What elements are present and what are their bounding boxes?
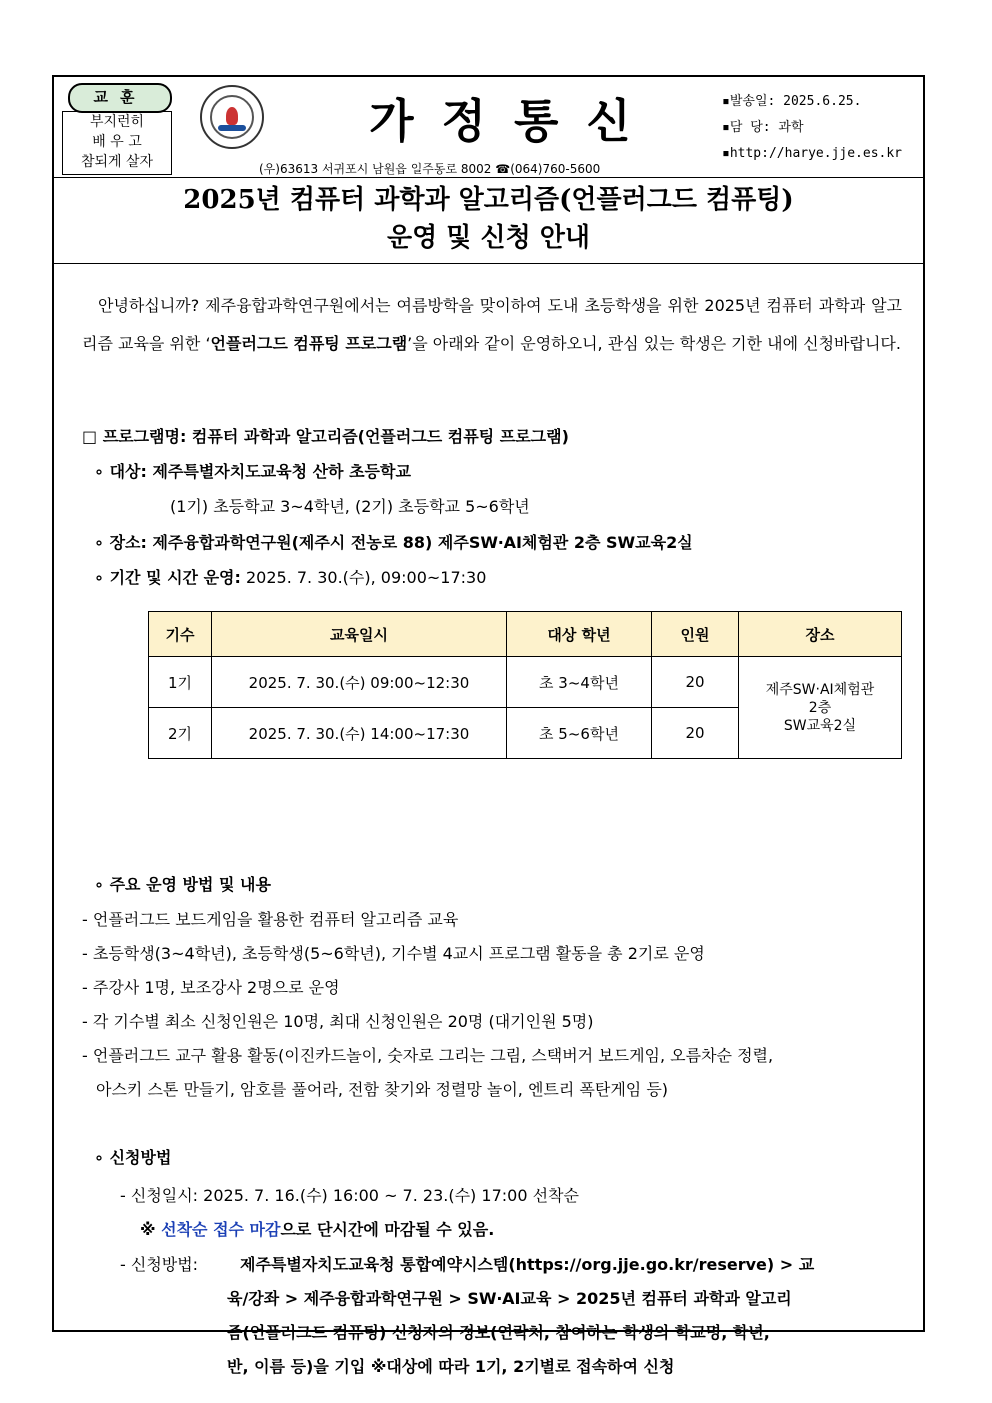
table-cell: 초 3~4학년 [507,657,652,708]
school-logo-icon [200,85,264,149]
document-title [54,178,923,264]
methods-title: ∘ 주요 운영 방법 및 내용 [94,875,271,894]
motto-box [62,111,172,175]
document-title-line: 2025년 컴퓨터 과학과 알고리즘(언플러그드 컴퓨팅) [183,185,794,215]
homepage-link[interactable]: ▪http://harye.jje.es.kr [722,146,903,161]
document-frame [52,75,925,1376]
place-line: ∘ 장소: 제주융합과학연구원(제주시 전농로 88) 제주SW‧AI체험관 2층 SW교육2실 [94,533,693,552]
page-title: 가정통신 [369,94,659,148]
note-highlight: 선착순 접수 마감 [161,1220,281,1239]
place-line: SW교육2실 [783,717,857,734]
apply-method-line: 육/강좌 > 제주융합과학연구원 > SW‧AI교육 > 2025년 컴퓨터 과학과 알고리 [227,1289,792,1308]
table-header: 교육일시 [212,612,507,657]
intro-paragraph [82,287,902,363]
target-label: ∘ 대상: 제주특별자치도교육청 산하 초등학교 [94,462,411,481]
table-cell: 초 5~6학년 [507,708,652,759]
table-cell: 2025. 7. 30.(수) 09:00~12:30 [212,657,507,708]
program-name: □ 프로그램명: 컴퓨터 과학과 알고리즘(언플러그드 컴퓨팅 프로그램) [82,427,569,446]
method-item-continued: 아스키 스톤 만들기, 암호를 풀어라, 전함 찾기와 정렬망 놀이, 엔트리 폭탄게임 등) [96,1080,669,1099]
table-header-row [149,612,902,657]
period-line [94,565,486,588]
table-row [149,657,902,708]
method-item: - 언플러그드 보드게임을 활용한 컴퓨터 알고리즘 교육 [82,910,459,929]
apply-method-label: - 신청방법: [120,1255,199,1274]
place-line: 제주SW‧AI체험관 [765,681,875,698]
apply-method-line: 반, 이름 등)을 기입 ※대상에 따라 1기, 2기별로 접속하여 신청 [227,1357,675,1376]
document-title-line: 운영 및 신청 안내 [387,223,590,253]
target-detail: (1기) 초등학교 3~4학년, (2기) 초등학교 5~6학년 [170,497,530,516]
intro-text-end: ’을 아래와 같이 운영하오니, 관심 있는 학생은 기한 내에 신청바랍니다. [407,334,901,353]
table-cell: 1기 [149,657,212,708]
table-place-cell [739,657,902,759]
send-date: ▪발송일: 2025.6.25. [722,94,862,109]
manager: ▪담 당: 과학 [722,120,804,135]
period-label: ∘ 기간 및 시간 운영: [94,568,241,587]
intro-text: 안녕하십니까? 제주융합과학연구원에서는 여름방학을 맞이하여 도내 초등학생을 위한 2025년 컴퓨터 과학과 알고리즘 교육을 위한 ‘ [82,296,902,353]
table-header: 인원 [652,612,739,657]
method-item: - 언플러그드 교구 활용 활동(이진카드놀이, 숫자로 그리는 그림, 스택버거 보드게임, 오름차순 정렬, [82,1046,774,1065]
table-header: 장소 [739,612,902,657]
table-header: 대상 학년 [507,612,652,657]
motto-line: 참되게 살자 [80,154,154,170]
note-mark: ※ [140,1220,162,1239]
header [54,77,923,178]
motto-title: 교훈 [68,83,172,113]
place-line: 2층 [808,699,832,716]
method-item: - 각 기수별 최소 신청인원은 10명, 최대 신청인원은 20명 (대기인원 5명) [82,1012,594,1031]
apply-method-line: 즘(언플러그드 컴퓨팅) 신청자의 정보(연락처, 참여하는 학생의 학교명, 학년, [227,1323,770,1342]
apply-note [140,1217,494,1240]
schedule-table [148,611,902,759]
apply-method-line[interactable]: 제주특별자치도교육청 통합예약시스템(https://org.jje.go.kr/reserve) > 교 [240,1255,815,1274]
table-cell: 20 [652,708,739,759]
apply-title: ∘ 신청방법 [94,1148,172,1167]
intro-program-name: 언플러그드 컴퓨팅 프로그램 [210,334,408,353]
apply-period: - 신청일시: 2025. 7. 16.(수) 16:00 ~ 7. 23.(수) 17:00 선착순 [120,1186,579,1205]
table-cell: 2기 [149,708,212,759]
period-value: 2025. 7. 30.(수), 09:00~17:30 [240,568,487,587]
meta-info [722,89,902,167]
method-item: - 초등학생(3~4학년), 초등학생(5~6학년), 기수별 4교시 프로그램 활동을 총 2기로 운영 [82,944,705,963]
table-cell: 2025. 7. 30.(수) 14:00~17:30 [212,708,507,759]
motto-line: 부지런히 [89,114,145,130]
method-item: - 주강사 1명, 보조강사 2명으로 운영 [82,978,340,997]
table-cell: 20 [652,657,739,708]
table-header: 기수 [149,612,212,657]
note-text: 으로 단시간에 마감될 수 있음. [280,1220,495,1239]
motto-line: 배 우 고 [92,134,142,150]
school-address: (우)63613 서귀포시 남원읍 일주동로 8002 ☎(064)760-5600 [259,162,601,176]
